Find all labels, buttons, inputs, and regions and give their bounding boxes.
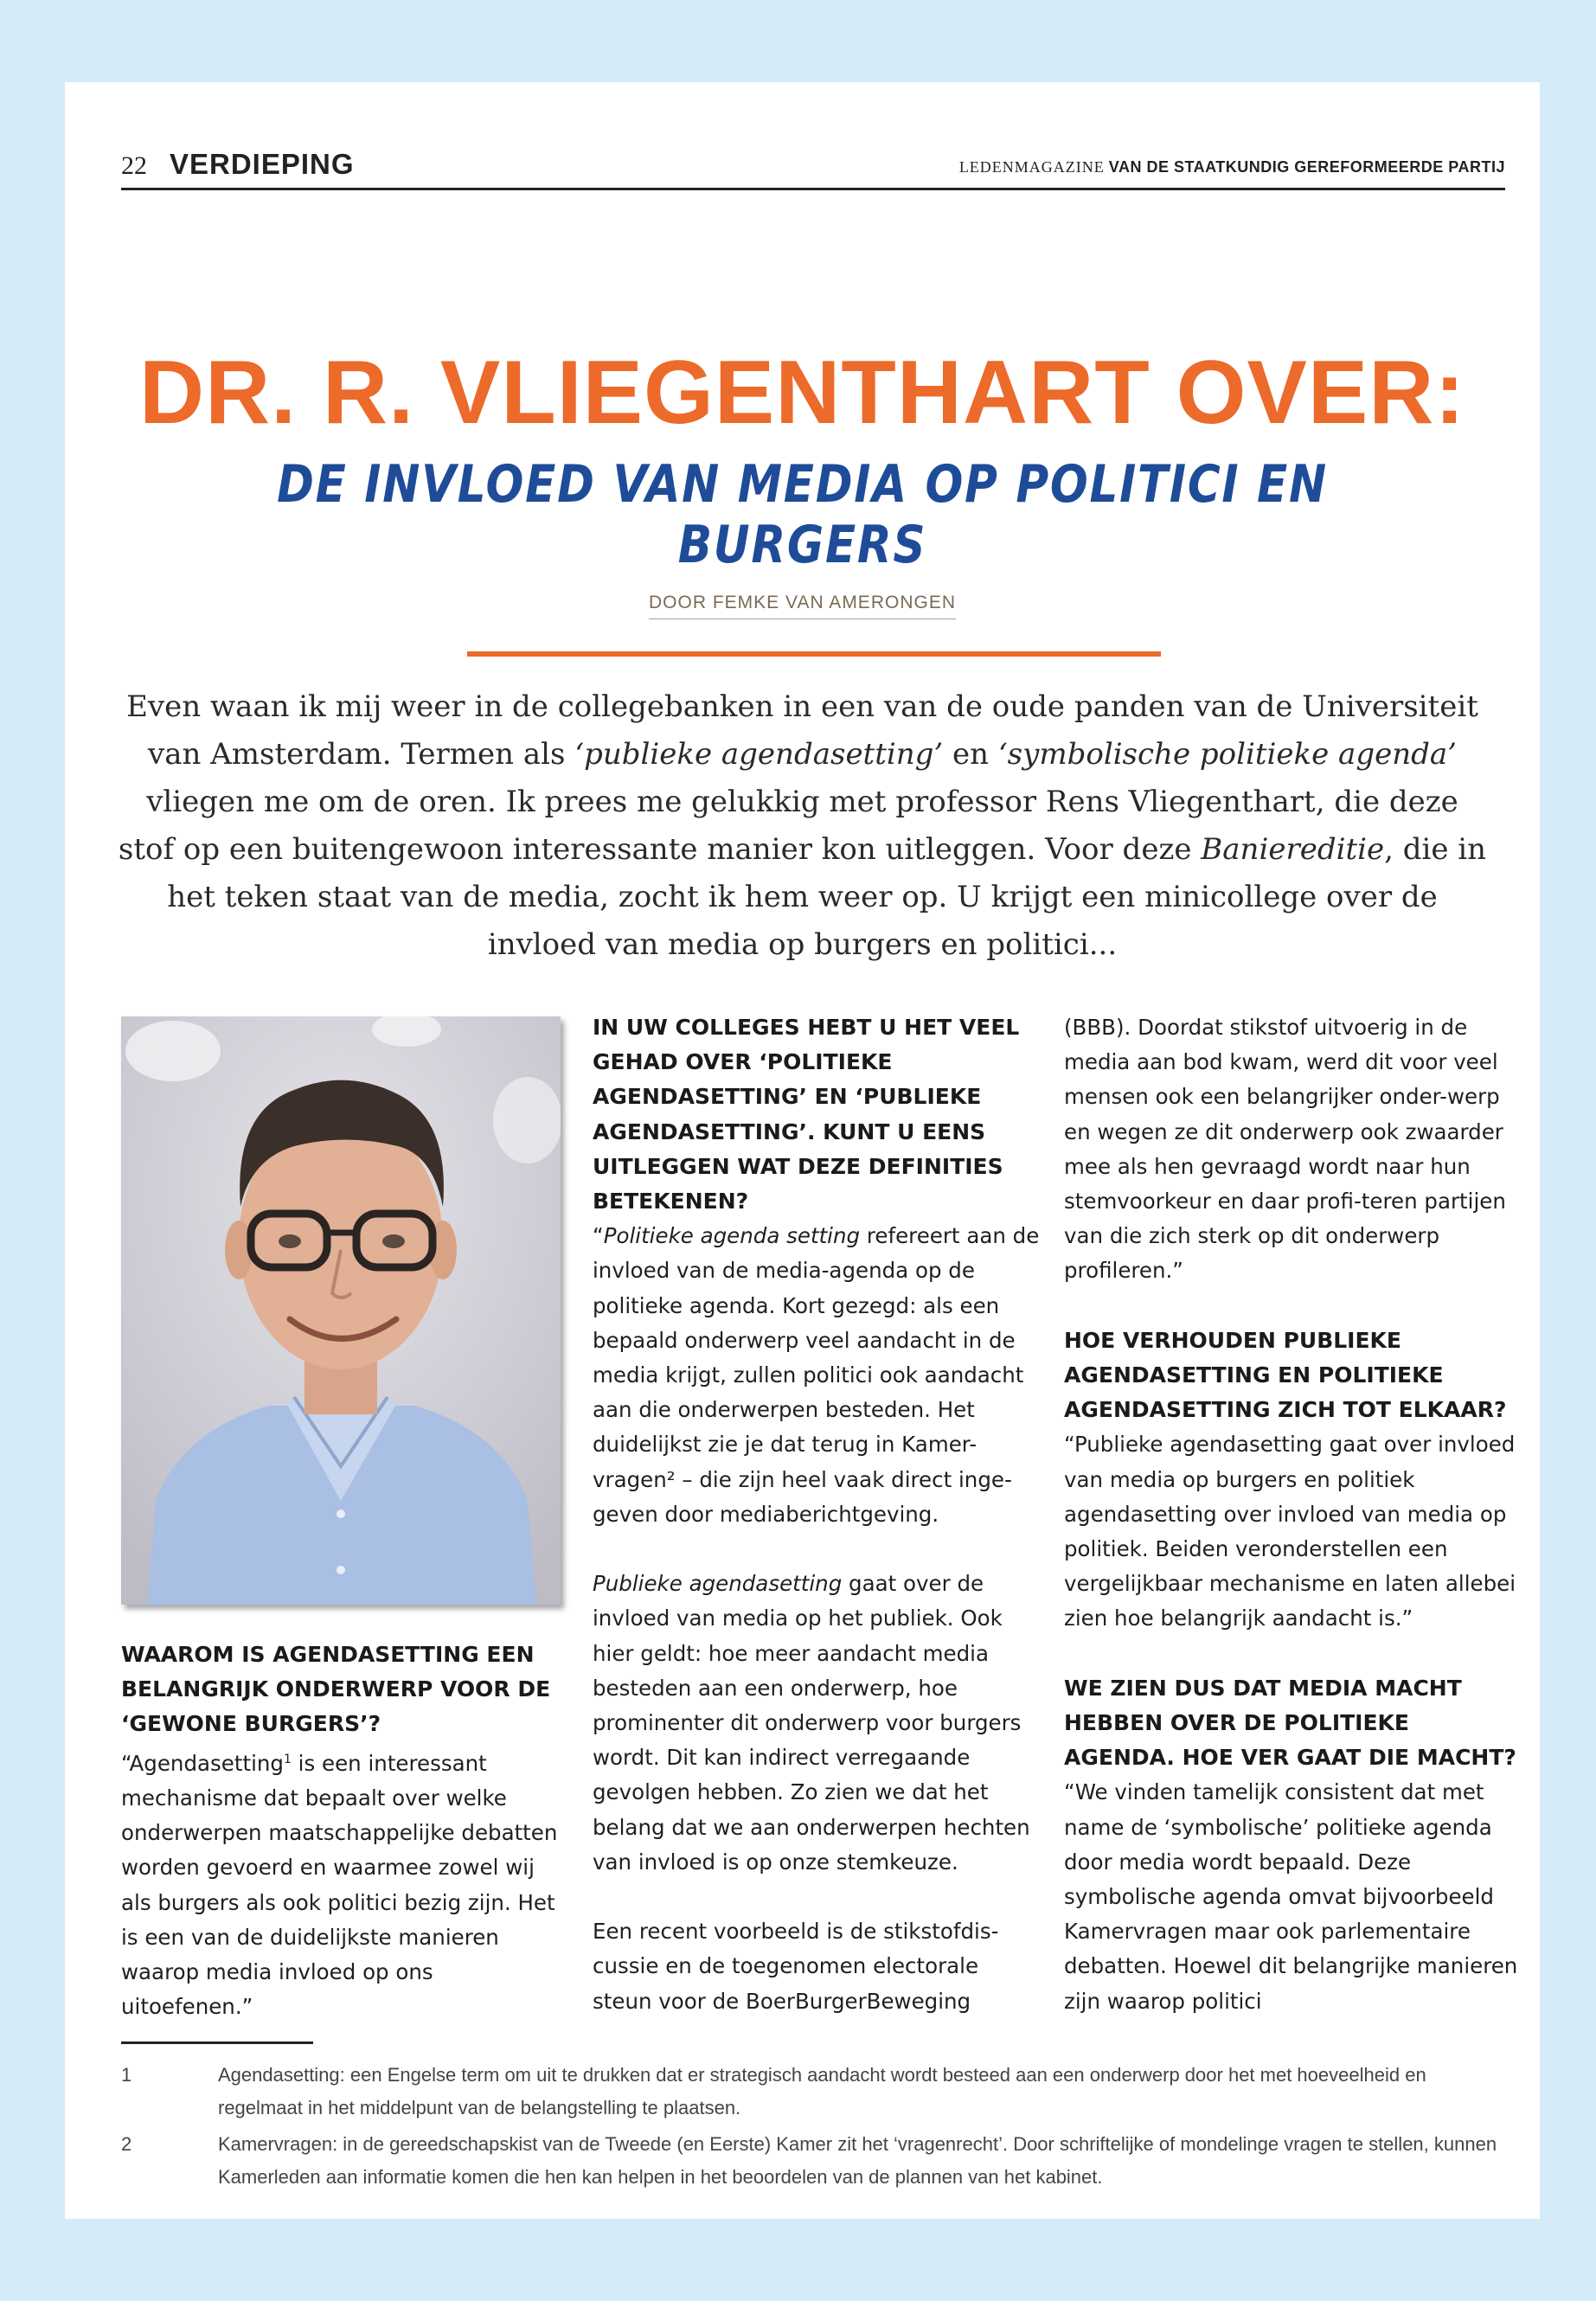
- byline-text: DOOR FEMKE VAN AMERONGEN: [649, 593, 956, 619]
- answer-text: “: [593, 1223, 604, 1249]
- title-divider: [467, 651, 1161, 657]
- footnote-text: Kamervragen: in de gereedschapskist van de Tweede (en Eerste) Kamer zit het ‘vragenrecht’. Door schriftelijke of mondelinge vragen te stellen, kunnen Kamerleden aan informatie komen die hen kan helpen in het beoordelen van de plannen van het kabinet.: [218, 2133, 1497, 2188]
- answer-paragraph: “Publieke agendasetting gaat over invloed van media op burgers en politiek agendasetting over invloed van media op politiek. Beiden veronderstellen een vergelijkbaar mechanisme en laten allebei zien hoe belangrijk aandacht is.”: [1064, 1432, 1516, 1631]
- intro-text: Even waan ik mij weer in de collegebanken in een van de oude panden van de Universiteit van Amsterdam. Termen als: [126, 689, 1478, 772]
- answer-paragraph: “We vinden tamelijk consistent dat met name de ‘symbolische’ politieke agenda door media wordt bepaald. Deze symbolische agenda omvat bijvoorbeeld Kamervragen maar ook parlementaire debatten. Hoewel dit belangrijke manieren zijn waarop politici: [1064, 1779, 1518, 2014]
- answer-term: Politieke agenda setting: [603, 1223, 861, 1249]
- question-heading: WE ZIEN DUS DAT MEDIA MACHT HEBBEN OVER DE POLITIEKE AGENDA. HOE VER GAAT DIE MACHT?: [1064, 1675, 1516, 1771]
- portrait-photo: [121, 1016, 561, 1605]
- footnote-number: 2: [121, 2133, 132, 2155]
- column-3: [1064, 1010, 1522, 2019]
- question-heading: IN UW COLLEGES HEBT U HET VEEL GEHAD OVER ‘POLITIEKE AGENDASETTING’ EN ‘PUBLIEKE AGENDASETTING’. KUNT U EENS UITLEGGEN WAT DEZE DEFINITIES BETEKENEN?: [593, 1015, 1020, 1215]
- footnote-divider: [121, 2041, 313, 2044]
- intro-term: Baniereditie: [1201, 832, 1385, 867]
- intro-text: vliegen me om de oren. Ik prees me gelukkig met professor Rens Vliegenthart, die deze stof op een buitengewoon interessante manier kon uitleggen. Voor deze: [118, 785, 1458, 867]
- answer-term: Publieke agendasetting: [593, 1571, 843, 1597]
- column-2: [593, 1010, 1042, 2019]
- page-header: [121, 144, 1505, 190]
- intro-term: ‘symbolische politieke agenda’: [997, 737, 1457, 772]
- article-subtitle: DE INVLOED VAN MEDIA OP POLITICI EN BURGERS: [277, 454, 1328, 575]
- footnote-number: 1: [121, 2064, 132, 2086]
- magazine-prefix: LEDENMAGAZINE: [958, 158, 1105, 176]
- question-heading: HOE VERHOUDEN PUBLIEKE AGENDASETTING EN POLITIEKE AGENDASETTING ZICH TOT ELKAAR?: [1064, 1327, 1507, 1423]
- answer-paragraph: (BBB). Doordat stikstof uitvoerig in de media aan bod kwam, werd dit voor veel mensen ook een belangrijker onder-werp en wegen ze dit onderwerp ook zwaarder mee als hen gevraagd wordt naar hun stemvoorkeur en daar profi-teren partijen van die zich sterk op dit onderwerp profileren.”: [1064, 1015, 1506, 1284]
- magazine-page: [65, 82, 1540, 2219]
- intro-term: ‘publieke agendasetting’: [574, 737, 944, 772]
- intro-text: , die in het teken staat van de media, zocht ik hem weer op. U krijgt een minicollege over de invloed van media op burgers en politici...: [167, 832, 1487, 962]
- answer-paragraph: Een recent voorbeeld is de stikstofdis-cussie en de toegenomen electorale steun voor de BoerBurgerBeweging: [593, 1919, 999, 2014]
- footnote-text: Agendasetting: een Engelse term om uit te drukken dat er strategisch aandacht wordt besteed aan een onderwerp door het met hoeveelheid en regelmaat in het middelpunt van de belangstelling te plaatsen.: [218, 2064, 1426, 2118]
- portrait-illustration: [121, 1016, 561, 1605]
- byline: [65, 593, 1540, 619]
- magazine-name: VAN DE STAATKUNDIG GEREFORMEERDE PARTIJ: [1108, 158, 1505, 176]
- answer-paragraph: [593, 1219, 1042, 1532]
- question-heading: WAAROM IS AGENDASETTING EEN BELANGRIJK ONDERWERP VOOR DE ‘GEWONE BURGERS’?: [121, 1642, 551, 1737]
- intro-paragraph: [117, 683, 1488, 969]
- answer-text: is een interessant mechanisme dat bepaalt over welke onderwerpen maatschappelijke debatten worden gevoerd en waarmee zowel wij als burgers als ook politici bezig zijn. Het is een van de duidelijkste manieren waarop media invloed op ons uitoefenen.”: [121, 1750, 558, 2020]
- section-label: VERDIEPING: [170, 148, 355, 180]
- answer-text: gaat over de invloed van media op het publiek. Ook hier geldt: hoe meer aandacht media besteden aan een onderwerp, hoe prominenter dit onderwerp voor burgers wordt. Dit kan indirect verregaande gevolgen hebben. Zo zien we dat het belang dat we aan onderwerpen hechten van invloed is op onze stemkeuze.: [593, 1571, 1030, 1875]
- column-1: [121, 1638, 571, 2024]
- article-title: DR. R. VLIEGENTHART OVER:: [138, 343, 1466, 443]
- page-number: 22: [121, 151, 147, 180]
- intro-text: en: [943, 737, 998, 772]
- footnote-ref: 1: [283, 1752, 292, 1766]
- answer-text: “Agendasetting: [121, 1750, 284, 1776]
- answer-paragraph: [121, 1742, 571, 2025]
- answer-text: refereert aan de invloed van de media-agenda op de politieke agenda. Kort gezegd: als een bepaald onderwerp veel aandacht in de media krijgt, zullen politici ook aandacht aan die onderwerpen besteden. Het duidelijkst zie je dat terug in Kamer-vragen² – die zijn heel vaak direct inge-geven door mediaberichtgeving.: [593, 1223, 1040, 1527]
- answer-paragraph: [593, 1567, 1042, 1880]
- magazine-title: [959, 158, 1505, 176]
